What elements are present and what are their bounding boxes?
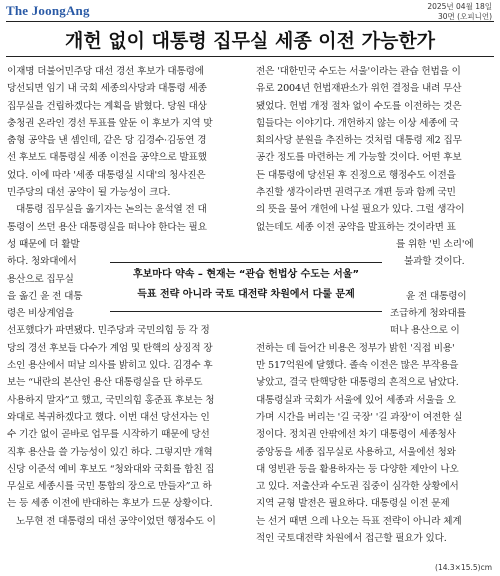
body-text-line: 고 있다. 저출산과 수도권 집중이 심각한 상황에서 xyxy=(256,481,459,493)
body-text-line: 을 옮긴 윤 전 대통 xyxy=(7,290,83,302)
body-text-line: 충청권 온라인 경선 투표를 앞둔 이 후보가 지역 맞 xyxy=(7,117,213,129)
pullquote-top-rule xyxy=(110,262,382,263)
pullquote-line-2: 득표 전략 아니라 국토 대전략 차원에서 다룰 문제 xyxy=(137,289,355,300)
issue-date: 2025년 04월 18일 xyxy=(427,2,492,11)
body-text-line: 중앙동을 세종 집무실로 사용하고, 서울에선 청와 xyxy=(256,446,456,458)
body-text-line: 힘들다는 이야기다. 개헌하지 않는 이상 세종에 국 xyxy=(256,117,459,129)
body-text-line: 낳았고, 결국 탄핵당한 대통령의 흔적으로 남았다. xyxy=(256,377,459,389)
body-text-line: 는 등 세종 이전에 반대하는 후보가 드문 상황이다. xyxy=(7,498,213,510)
body-text-line: 전은 '대한민국 수도는 서울'이라는 관습 헌법을 이 xyxy=(256,66,461,77)
size-footnote: (14.3×15.5)cm xyxy=(435,563,492,572)
body-text-line: 선 후보도 대통령실 세종 이전을 공약으로 발표했 xyxy=(7,152,207,164)
body-text-line: 이재명 더불어민주당 대선 경선 후보가 대통령에 xyxy=(7,66,204,77)
body-text-line: 당의 경선 후보들 다수가 계엄 및 탄핵의 상징적 장 xyxy=(7,342,213,354)
body-text-line: 당선되면 임기 내 국회 세종의사당과 대통령 세종 xyxy=(7,83,207,95)
body-text-line: 노무현 전 대통령의 대선 공약이었던 행정수도 이 xyxy=(16,515,216,527)
body-text-line: 됐었다. 헌법 개정 절차 없이 수도를 이전하는 것은 xyxy=(256,100,462,112)
body-text-line: 령은 비상계엄을 xyxy=(7,308,74,320)
body-text-line: 민주당의 대선 공약이 될 가능성이 크다. xyxy=(7,187,171,199)
body-text-line: 용산으로 집무실 xyxy=(7,273,74,285)
body-text-line: 수 기간 없이 곧바로 업무를 시작하기 때문에 당선 xyxy=(7,429,210,441)
body-text-line: 전하는 데 들어간 비용은 정부가 밝힌 '직접 비용' xyxy=(256,342,455,354)
body-text-line: 를 위한 '빈 소리'에 xyxy=(396,238,474,250)
body-text-line: 회의사당 분원을 추진하는 것처럼 대통령 제2 집무 xyxy=(256,135,462,147)
body-text-line: 가며 시간을 버리는 '길 국장' '길 과장'이 여전한 실 xyxy=(256,411,463,423)
body-text-line: 정이다. 정치권 안팎에선 차기 대통령이 세종청사 xyxy=(256,429,456,441)
body-text-line: 대 영빈관 등을 활용하자는 등 다양한 제안이 나오 xyxy=(256,463,459,475)
body-text-line: 든 대통령에 당선된 후 진정으로 행정수도 이전을 xyxy=(256,169,456,181)
body-text-line: 불과할 것이다. xyxy=(404,256,465,268)
top-rule xyxy=(6,21,494,22)
body-text-line: 신당 이준석 예비 후보도 “청와대와 국회를 합친 집 xyxy=(7,463,215,475)
body-text-line: 었다. 이에 따라 '세종 대통령실 시대'의 청사진은 xyxy=(7,169,206,181)
body-text-line: 직후 용산을 쓸 가능성이 있긴 하다. 그렇지만 개혁 xyxy=(7,446,213,458)
page-info: 30면 (오피니언) xyxy=(437,12,492,21)
pullquote-line-1: 후보마다 약속 – 현재는 “관습 헌법상 수도는 서울” xyxy=(132,269,360,280)
body-text-line: 성 때문에 더 활발 xyxy=(7,238,80,250)
body-text-line: 대통령실과 국회가 서울에 있어 세종과 서울을 오 xyxy=(256,394,456,406)
body-text-line: 없는데도 세종 이전 공약을 발표하는 것이라면 표 xyxy=(256,221,456,233)
body-text-line: 집무실을 건립하겠다는 계획을 밝혔다. 당원 대상 xyxy=(7,100,207,112)
body-text-line: 는 선거 때면 으레 나오는 득표 전략이 아니라 체계 xyxy=(256,515,462,527)
body-text-line: 만 517억원에 달했다. 졸속 이전은 많은 부작용을 xyxy=(256,360,459,372)
body-text-line: 윤 전 대통령이 xyxy=(406,290,467,302)
body-text-line: 통령이 쓰던 용산 대통령실을 떠나야 한다는 필요 xyxy=(7,221,207,233)
headline-rule xyxy=(6,56,494,57)
body-text-line: 보는 “내란의 본산인 용산 대통령실을 단 하루도 xyxy=(7,377,203,389)
body-text-line: 사용하지 말자”고 했고, 국민의힘 홍준표 후보는 청 xyxy=(7,394,215,406)
body-text-line: 하다. 청와대에서 xyxy=(7,256,77,268)
body-text-line: 지역 균형 발전은 필요하다. 대통령실 이전 문제 xyxy=(256,498,450,510)
body-text-line: 와대로 복귀하겠다고 했다. 이번 대선 당선자는 인 xyxy=(7,411,210,423)
body-text-line: 유로 2004년 헌법재판소가 위헌 결정을 내려 무산 xyxy=(256,83,462,95)
body-text-line: 춤형 공약을 낸 셈인데, 같은 당 김경수·김동연 경 xyxy=(7,135,207,147)
headline: 개헌 없이 대통령 집무실 세종 이전 가능한가 xyxy=(64,30,436,52)
body-text-line: 무실로 세종시를 국민 통합의 장으로 만들자”고 하 xyxy=(7,481,212,493)
pullquote-bottom-rule xyxy=(110,311,382,312)
body-text-line: 공간 정도를 마련하는 게 가능할 것이다. 어떤 후보 xyxy=(256,152,462,164)
body-text-line: 선포했다가 파면됐다. 민주당과 국민의힘 등 각 정 xyxy=(7,325,210,337)
pullquote xyxy=(108,262,384,320)
body-text-line: 떠나 용산으로 이 xyxy=(390,325,460,337)
body-text-line: 소인 용산에서 떠날 의사를 밝히고 있다. 김경수 후 xyxy=(7,360,213,372)
body-text-line: 대통령 집무실을 옮기자는 논의는 윤석열 전 대 xyxy=(16,204,207,216)
body-text-line: 추진할 생각이라면 권력구조 개편 등과 함께 국민 xyxy=(256,187,456,199)
dateline xyxy=(427,2,492,22)
body-text-line: 의 뜻을 물어 개헌에 나설 필요가 있다. 그럴 생각이 xyxy=(256,204,465,216)
body-text-line: 적인 국토대전략 차원에서 접근할 필요가 있다. xyxy=(256,533,447,545)
masthead-logo: The JoongAng xyxy=(6,3,90,18)
body-text-line: 조급하게 청와대를 xyxy=(390,308,466,320)
